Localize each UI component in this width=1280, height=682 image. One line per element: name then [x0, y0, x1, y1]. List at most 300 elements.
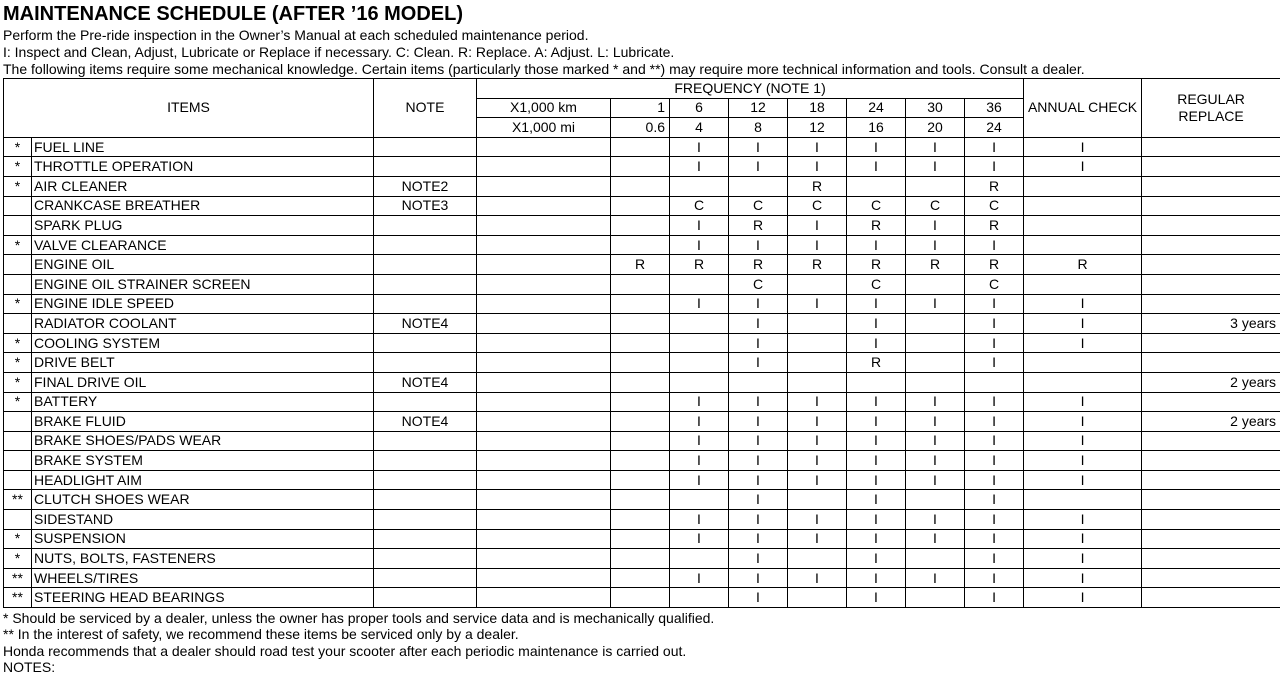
frequency-cell: I	[729, 529, 788, 549]
frequency-cell	[611, 176, 670, 196]
frequency-cell: I	[847, 294, 906, 314]
item-name: DRIVE BELT	[32, 353, 374, 373]
service-mark	[4, 470, 32, 490]
annual-cell: I	[1024, 568, 1142, 588]
item-note	[374, 255, 477, 275]
frequency-cell: I	[906, 431, 965, 451]
frequency-cell	[906, 176, 965, 196]
frequency-cell	[611, 196, 670, 216]
frequency-cell	[611, 353, 670, 373]
frequency-cell: I	[965, 333, 1024, 353]
annual-cell: I	[1024, 529, 1142, 549]
frequency-cell: R	[847, 255, 906, 275]
item-note	[374, 392, 477, 412]
item-name: BRAKE FLUID	[32, 412, 374, 432]
regular-replace-cell	[1142, 216, 1280, 236]
frequency-spacer	[477, 294, 611, 314]
item-name: ENGINE OIL STRAINER SCREEN	[32, 274, 374, 294]
frequency-cell: I	[729, 451, 788, 471]
annual-cell: I	[1024, 451, 1142, 471]
service-mark	[4, 451, 32, 471]
frequency-cell: I	[965, 294, 1024, 314]
item-note	[374, 470, 477, 490]
mi-value: 20	[906, 118, 965, 138]
frequency-cell: R	[729, 255, 788, 275]
frequency-cell: I	[788, 431, 847, 451]
frequency-cell: I	[670, 412, 729, 432]
km-value: 30	[906, 98, 965, 118]
frequency-cell: I	[788, 451, 847, 471]
note-header: NOTE	[374, 79, 477, 138]
notes-label: NOTES:	[3, 659, 56, 675]
item-note	[374, 216, 477, 236]
frequency-spacer	[477, 255, 611, 275]
frequency-cell	[611, 274, 670, 294]
km-value: 6	[670, 98, 729, 118]
frequency-cell: I	[788, 157, 847, 177]
item-note	[374, 510, 477, 530]
frequency-cell	[611, 294, 670, 314]
item-name: HEADLIGHT AIM	[32, 470, 374, 490]
item-name: BRAKE SYSTEM	[32, 451, 374, 471]
frequency-cell: C	[965, 274, 1024, 294]
frequency-cell: I	[965, 137, 1024, 157]
annual-cell: I	[1024, 470, 1142, 490]
frequency-cell: I	[847, 490, 906, 510]
frequency-cell: I	[965, 549, 1024, 569]
table-row	[4, 549, 1280, 569]
table-row	[4, 470, 1280, 490]
frequency-cell	[611, 235, 670, 255]
frequency-cell: I	[788, 235, 847, 255]
km-value: 12	[729, 98, 788, 118]
frequency-spacer	[477, 529, 611, 549]
frequency-cell: I	[906, 137, 965, 157]
frequency-cell: I	[847, 510, 906, 530]
item-note	[374, 549, 477, 569]
item-name: CLUTCH SHOES WEAR	[32, 490, 374, 510]
item-note: NOTE4	[374, 412, 477, 432]
table-row	[4, 353, 1280, 373]
frequency-cell: I	[670, 157, 729, 177]
km-value: 18	[788, 98, 847, 118]
item-name: SUSPENSION	[32, 529, 374, 549]
header-row	[4, 79, 1280, 99]
table-row	[4, 490, 1280, 510]
frequency-cell: I	[788, 529, 847, 549]
mi-value: 4	[670, 118, 729, 138]
frequency-spacer	[477, 196, 611, 216]
frequency-cell	[670, 549, 729, 569]
table-row	[4, 294, 1280, 314]
mi-value: 24	[965, 118, 1024, 138]
frequency-spacer	[477, 490, 611, 510]
footnote-road-test: Honda recommends that a dealer should road test your scooter after each periodic maintenance is carried out.	[3, 643, 687, 659]
annual-cell	[1024, 353, 1142, 373]
frequency-cell: I	[965, 353, 1024, 373]
frequency-cell: I	[965, 451, 1024, 471]
table-row	[4, 274, 1280, 294]
service-mark: *	[4, 353, 32, 373]
annual-cell: I	[1024, 333, 1142, 353]
item-name: STEERING HEAD BEARINGS	[32, 588, 374, 608]
regular-replace-cell	[1142, 529, 1280, 549]
frequency-cell: I	[670, 235, 729, 255]
frequency-cell	[611, 314, 670, 334]
frequency-cell	[611, 216, 670, 236]
schedule-body	[4, 137, 1280, 607]
frequency-cell: I	[965, 568, 1024, 588]
item-name: ENGINE OIL	[32, 255, 374, 275]
frequency-cell: C	[906, 196, 965, 216]
frequency-cell	[611, 529, 670, 549]
annual-cell	[1024, 216, 1142, 236]
frequency-cell	[788, 274, 847, 294]
item-note: NOTE3	[374, 196, 477, 216]
service-mark	[4, 412, 32, 432]
frequency-cell: R	[965, 176, 1024, 196]
frequency-cell: C	[847, 274, 906, 294]
frequency-cell	[788, 314, 847, 334]
item-note	[374, 451, 477, 471]
table-row	[4, 568, 1280, 588]
regular-replace-cell	[1142, 392, 1280, 412]
frequency-spacer	[477, 431, 611, 451]
frequency-cell: I	[906, 510, 965, 530]
regular-replace-cell	[1142, 333, 1280, 353]
annual-cell	[1024, 372, 1142, 392]
frequency-cell: R	[906, 255, 965, 275]
frequency-spacer	[477, 216, 611, 236]
regular-replace-cell	[1142, 431, 1280, 451]
frequency-cell: I	[965, 470, 1024, 490]
frequency-cell: I	[906, 451, 965, 471]
item-name: BRAKE SHOES/PADS WEAR	[32, 431, 374, 451]
item-note	[374, 568, 477, 588]
frequency-cell: I	[788, 216, 847, 236]
maintenance-table	[3, 78, 1280, 608]
frequency-cell: I	[906, 235, 965, 255]
frequency-cell: I	[847, 549, 906, 569]
frequency-cell	[788, 353, 847, 373]
frequency-cell: I	[670, 568, 729, 588]
service-mark: *	[4, 137, 32, 157]
frequency-cell: R	[670, 255, 729, 275]
frequency-cell	[670, 353, 729, 373]
frequency-cell: I	[729, 294, 788, 314]
frequency-cell: I	[729, 510, 788, 530]
frequency-cell	[611, 333, 670, 353]
frequency-cell: I	[729, 314, 788, 334]
item-name: THROTTLE OPERATION	[32, 157, 374, 177]
service-mark	[4, 314, 32, 334]
service-mark: **	[4, 568, 32, 588]
frequency-cell	[729, 176, 788, 196]
frequency-cell	[611, 412, 670, 432]
frequency-cell: R	[965, 216, 1024, 236]
service-mark	[4, 216, 32, 236]
frequency-cell	[788, 372, 847, 392]
annual-cell: I	[1024, 431, 1142, 451]
regular-replace-cell	[1142, 196, 1280, 216]
frequency-cell: I	[788, 510, 847, 530]
km-label: X1,000 km	[477, 98, 611, 118]
annual-cell	[1024, 490, 1142, 510]
item-name: VALVE CLEARANCE	[32, 235, 374, 255]
table-row	[4, 412, 1280, 432]
regular-replace-cell	[1142, 176, 1280, 196]
regular-replace-cell	[1142, 490, 1280, 510]
annual-cell	[1024, 176, 1142, 196]
frequency-spacer	[477, 470, 611, 490]
frequency-cell: I	[847, 157, 906, 177]
table-row	[4, 392, 1280, 412]
frequency-cell: I	[670, 137, 729, 157]
table-row	[4, 235, 1280, 255]
frequency-cell: R	[847, 353, 906, 373]
frequency-spacer	[477, 588, 611, 608]
frequency-cell: I	[847, 529, 906, 549]
frequency-cell: I	[729, 137, 788, 157]
service-mark: **	[4, 490, 32, 510]
frequency-cell: I	[965, 412, 1024, 432]
frequency-cell: I	[729, 549, 788, 569]
table-row	[4, 372, 1280, 392]
item-note	[374, 431, 477, 451]
frequency-cell: R	[788, 255, 847, 275]
frequency-cell: I	[965, 157, 1024, 177]
frequency-spacer	[477, 274, 611, 294]
item-name: CRANKCASE BREATHER	[32, 196, 374, 216]
frequency-cell	[611, 588, 670, 608]
item-name: WHEELS/TIRES	[32, 568, 374, 588]
table-row	[4, 137, 1280, 157]
frequency-cell	[788, 333, 847, 353]
table-row	[4, 176, 1280, 196]
annual-cell: I	[1024, 588, 1142, 608]
frequency-cell	[906, 333, 965, 353]
frequency-cell	[906, 353, 965, 373]
km-value: 1	[611, 98, 670, 118]
item-note	[374, 157, 477, 177]
frequency-cell: C	[965, 196, 1024, 216]
item-name: RADIATOR COOLANT	[32, 314, 374, 334]
item-name: SPARK PLUG	[32, 216, 374, 236]
service-mark: *	[4, 294, 32, 314]
frequency-spacer	[477, 137, 611, 157]
frequency-cell: I	[788, 294, 847, 314]
frequency-spacer	[477, 372, 611, 392]
table-row	[4, 196, 1280, 216]
regular-replace-cell	[1142, 255, 1280, 275]
frequency-cell: I	[906, 470, 965, 490]
annual-cell: I	[1024, 412, 1142, 432]
frequency-cell	[611, 568, 670, 588]
frequency-cell	[788, 490, 847, 510]
frequency-cell: I	[670, 431, 729, 451]
frequency-cell: I	[847, 137, 906, 157]
item-name: AIR CLEANER	[32, 176, 374, 196]
frequency-cell: I	[847, 470, 906, 490]
service-mark: *	[4, 372, 32, 392]
frequency-cell	[611, 470, 670, 490]
item-note	[374, 235, 477, 255]
regular-replace-header: REGULAR REPLACE	[1142, 79, 1280, 138]
frequency-cell: R	[847, 216, 906, 236]
frequency-cell	[965, 372, 1024, 392]
frequency-cell: I	[906, 529, 965, 549]
table-row	[4, 314, 1280, 334]
regular-replace-cell	[1142, 549, 1280, 569]
frequency-cell: I	[670, 294, 729, 314]
frequency-cell: I	[729, 470, 788, 490]
frequency-cell: C	[729, 196, 788, 216]
mi-value: 8	[729, 118, 788, 138]
frequency-cell	[670, 588, 729, 608]
frequency-cell	[847, 372, 906, 392]
frequency-cell	[788, 588, 847, 608]
frequency-cell	[906, 588, 965, 608]
frequency-cell: I	[847, 431, 906, 451]
item-note	[374, 353, 477, 373]
frequency-cell	[906, 490, 965, 510]
frequency-spacer	[477, 549, 611, 569]
regular-replace-cell	[1142, 510, 1280, 530]
frequency-cell: I	[906, 568, 965, 588]
item-note	[374, 588, 477, 608]
regular-replace-cell	[1142, 274, 1280, 294]
item-name: BATTERY	[32, 392, 374, 412]
table-row	[4, 333, 1280, 353]
item-name: ENGINE IDLE SPEED	[32, 294, 374, 314]
frequency-cell: I	[847, 412, 906, 432]
frequency-cell	[906, 274, 965, 294]
annual-cell: I	[1024, 294, 1142, 314]
frequency-cell: I	[965, 235, 1024, 255]
item-note	[374, 294, 477, 314]
frequency-cell	[788, 549, 847, 569]
regular-replace-cell: 3 years	[1142, 314, 1280, 334]
frequency-cell: I	[788, 568, 847, 588]
item-note	[374, 274, 477, 294]
page-title: MAINTENANCE SCHEDULE (AFTER ’16 MODEL)	[3, 3, 464, 25]
item-note: NOTE4	[374, 314, 477, 334]
frequency-cell: I	[729, 333, 788, 353]
frequency-cell: I	[965, 490, 1024, 510]
item-note	[374, 529, 477, 549]
km-value: 24	[847, 98, 906, 118]
frequency-cell: I	[729, 588, 788, 608]
frequency-cell: I	[729, 353, 788, 373]
regular-replace-cell	[1142, 470, 1280, 490]
frequency-cell: I	[670, 510, 729, 530]
frequency-spacer	[477, 353, 611, 373]
table-row	[4, 216, 1280, 236]
frequency-cell: I	[847, 392, 906, 412]
frequency-spacer	[477, 235, 611, 255]
frequency-cell: I	[847, 333, 906, 353]
frequency-cell	[906, 372, 965, 392]
frequency-cell: I	[906, 412, 965, 432]
frequency-cell: I	[906, 216, 965, 236]
km-value: 36	[965, 98, 1024, 118]
annual-cell	[1024, 235, 1142, 255]
frequency-cell: I	[670, 470, 729, 490]
frequency-cell: I	[906, 392, 965, 412]
frequency-cell	[670, 490, 729, 510]
annual-cell	[1024, 196, 1142, 216]
frequency-spacer	[477, 412, 611, 432]
service-mark: *	[4, 549, 32, 569]
annual-cell: I	[1024, 157, 1142, 177]
table-row	[4, 510, 1280, 530]
frequency-cell	[611, 431, 670, 451]
frequency-cell	[611, 372, 670, 392]
regular-replace-cell	[1142, 568, 1280, 588]
annual-cell	[1024, 274, 1142, 294]
frequency-spacer	[477, 157, 611, 177]
frequency-cell: R	[611, 255, 670, 275]
frequency-cell: I	[729, 392, 788, 412]
table-row	[4, 157, 1280, 177]
regular-replace-cell: 2 years	[1142, 372, 1280, 392]
frequency-cell: I	[965, 588, 1024, 608]
frequency-cell: I	[729, 157, 788, 177]
frequency-cell: I	[670, 392, 729, 412]
footnote-dealer: * Should be serviced by a dealer, unless the owner has proper tools and service data and is mechanically qualified.	[3, 610, 715, 626]
item-name: COOLING SYSTEM	[32, 333, 374, 353]
frequency-cell: I	[965, 314, 1024, 334]
frequency-cell: I	[965, 529, 1024, 549]
frequency-cell	[670, 176, 729, 196]
regular-replace-cell: 2 years	[1142, 412, 1280, 432]
service-mark: *	[4, 235, 32, 255]
frequency-cell: I	[847, 314, 906, 334]
frequency-cell: I	[847, 568, 906, 588]
regular-replace-cell	[1142, 451, 1280, 471]
frequency-cell	[906, 549, 965, 569]
service-mark	[4, 255, 32, 275]
frequency-cell	[670, 274, 729, 294]
service-mark: *	[4, 529, 32, 549]
intro-line: Perform the Pre-ride inspection in the Owner’s Manual at each scheduled maintenance period.	[3, 27, 589, 43]
service-mark	[4, 510, 32, 530]
item-name: FINAL DRIVE OIL	[32, 372, 374, 392]
frequency-cell: I	[906, 294, 965, 314]
frequency-cell: I	[670, 529, 729, 549]
frequency-cell	[611, 392, 670, 412]
mi-value: 16	[847, 118, 906, 138]
frequency-cell: R	[788, 176, 847, 196]
regular-replace-cell	[1142, 137, 1280, 157]
annual-cell: I	[1024, 549, 1142, 569]
regular-replace-cell	[1142, 588, 1280, 608]
frequency-cell: I	[788, 137, 847, 157]
legend-line: I: Inspect and Clean, Adjust, Lubricate or Replace if necessary. C: Clean. R: Replace. A: Adjust. L: Lubricate.	[3, 44, 675, 60]
annual-cell: I	[1024, 314, 1142, 334]
frequency-cell: I	[729, 235, 788, 255]
frequency-cell	[670, 372, 729, 392]
frequency-cell: I	[847, 588, 906, 608]
mi-label: X1,000 mi	[477, 118, 611, 138]
frequency-cell	[611, 549, 670, 569]
frequency-cell: I	[788, 470, 847, 490]
frequency-cell: I	[965, 431, 1024, 451]
frequency-cell: I	[670, 451, 729, 471]
frequency-spacer	[477, 176, 611, 196]
service-mark	[4, 274, 32, 294]
frequency-cell: I	[847, 451, 906, 471]
